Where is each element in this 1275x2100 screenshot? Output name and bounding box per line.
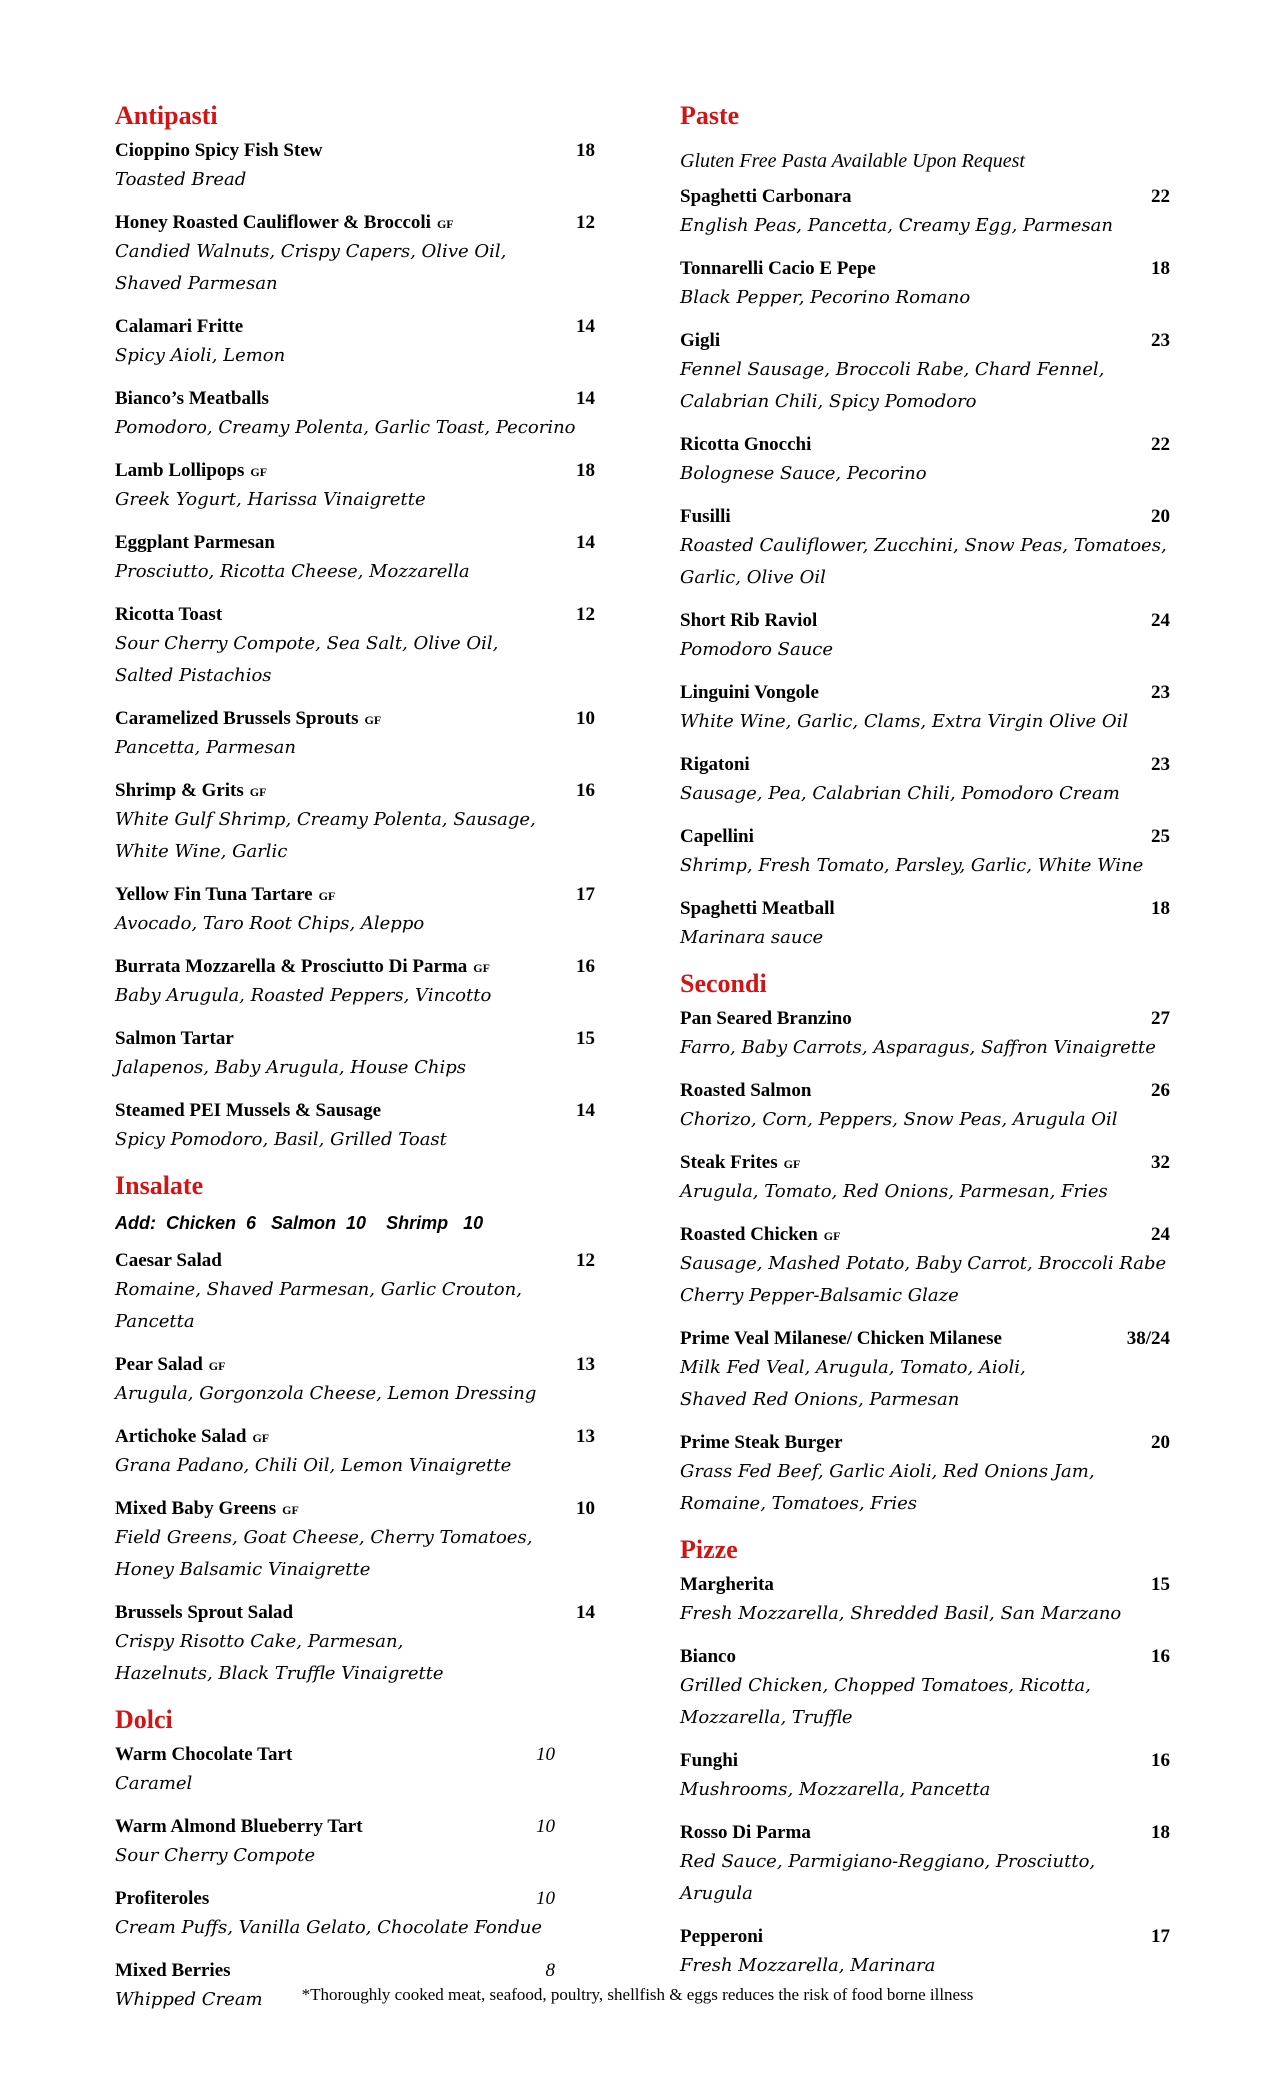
item-price: 16 [1151, 1750, 1170, 1771]
item-name: Funghi [680, 1750, 739, 1771]
item-name: Warm Chocolate Tart [115, 1744, 293, 1765]
section-title: Secondi [680, 969, 767, 998]
menu-item [680, 1748, 1170, 1806]
menu-item [680, 1820, 1170, 1910]
item-name: Tonnarelli Cacio E Pepe [680, 258, 876, 279]
item-price: 23 [1151, 330, 1170, 351]
item-description: Mozzarella, Truffle [680, 1707, 853, 1728]
item-description: Crispy Risotto Cake, Parmesan, [115, 1631, 404, 1652]
menu-item [680, 1430, 1170, 1520]
item-description: Honey Balsamic Vinaigrette [115, 1559, 371, 1580]
section-note: Gluten Free Pasta Available Upon Request [680, 150, 1025, 172]
gluten-free-badge: GF [282, 1503, 299, 1517]
item-description: White Wine, Garlic, Clams, Extra Virgin Olive Oil [680, 711, 1129, 732]
item-name: Steak Frites [680, 1152, 778, 1173]
item-description: English Peas, Pancetta, Creamy Egg, Parmesan [680, 215, 1113, 236]
item-description: Pomodoro Sauce [680, 639, 834, 660]
item-price: 12 [576, 1250, 595, 1271]
item-price: 15 [1151, 1574, 1170, 1595]
item-description: Spicy Pomodoro, Basil, Grilled Toast [115, 1129, 447, 1150]
menu-item [115, 314, 605, 372]
menu-item [680, 256, 1170, 314]
menu-item [115, 386, 605, 444]
item-price: 18 [1151, 898, 1170, 919]
menu-item [115, 1248, 605, 1338]
item-description: Hazelnuts, Black Truffle Vinaigrette [115, 1663, 444, 1684]
menu-item [680, 1644, 1170, 1734]
section-paste [680, 100, 1170, 954]
section-title: Dolci [115, 1705, 173, 1734]
section-pizze [680, 1534, 1170, 1982]
menu-item [115, 778, 605, 868]
item-description: Jalapenos, Baby Arugula, House Chips [115, 1057, 466, 1078]
item-name: Short Rib Raviol [680, 610, 818, 631]
menu-item [115, 210, 605, 300]
item-name: Prime Veal Milanese/ Chicken Milanese [680, 1328, 1002, 1349]
item-price: 18 [576, 460, 595, 481]
menu-item [680, 1150, 1170, 1208]
item-price: 16 [576, 956, 595, 977]
item-name: Mixed Berries [115, 1960, 231, 1981]
item-description: Shaved Red Onions, Parmesan [680, 1389, 960, 1410]
item-description: Arugula, Tomato, Red Onions, Parmesan, Fries [680, 1181, 1108, 1202]
item-description: Romaine, Shaved Parmesan, Garlic Crouton, Pancetta [115, 1279, 522, 1332]
menu-item [680, 896, 1170, 954]
item-description: Avocado, Taro Root Chips, Aleppo [115, 913, 425, 934]
item-name: Rosso Di Parma [680, 1822, 811, 1843]
item-price: 12 [576, 604, 595, 625]
section-insalate [115, 1170, 605, 1690]
item-price: 27 [1151, 1008, 1170, 1029]
item-description: Mushrooms, Mozzarella, Pancetta [680, 1779, 991, 1800]
item-name: Caesar Salad [115, 1250, 222, 1271]
section-dolci [115, 1704, 605, 2016]
item-price: 10 [536, 1888, 555, 1909]
item-name: Gigli [680, 330, 721, 351]
menu-item [115, 138, 605, 196]
item-name: Burrata Mozzarella & Prosciutto Di Parma [115, 956, 468, 977]
gluten-free-badge: GF [318, 889, 336, 903]
item-description: Shrimp, Fresh Tomato, Parsley, Garlic, White Wine [680, 855, 1144, 876]
item-description: Calabrian Chili, Spicy Pomodoro [680, 391, 977, 412]
item-description: Roasted Cauliflower, Zucchini, Snow Peas, Tomatoes, [680, 535, 1167, 556]
section-antipasti [115, 100, 605, 1156]
item-price: 20 [1151, 1432, 1170, 1453]
menu-item [115, 602, 605, 692]
item-description: Fresh Mozzarella, Shredded Basil, San Marzano [680, 1603, 1122, 1624]
item-price: 14 [576, 388, 595, 409]
section-title: Antipasti [115, 101, 218, 130]
menu-item [680, 1078, 1170, 1136]
gluten-free-badge: GF [249, 785, 267, 799]
menu-item [680, 1006, 1170, 1064]
item-name: Salmon Tartar [115, 1028, 234, 1049]
item-price: 23 [1151, 754, 1170, 775]
item-price: 24 [1151, 610, 1170, 631]
item-name: Roasted Chicken [680, 1224, 818, 1245]
item-description: Fennel Sausage, Broccoli Rabe, Chard Fennel, [680, 359, 1105, 380]
item-name: Shrimp & Grits [115, 780, 244, 801]
item-description: Greek Yogurt, Harissa Vinaigrette [115, 489, 426, 510]
item-price: 22 [1151, 434, 1170, 455]
item-price: 18 [1151, 1822, 1170, 1843]
menu-item [115, 1600, 605, 1690]
item-price: 24 [1151, 1224, 1170, 1245]
gluten-free-badge: GF [250, 465, 268, 479]
item-name: Capellini [680, 826, 754, 847]
item-price: 20 [1151, 506, 1170, 527]
menu-item [680, 824, 1170, 882]
item-description: Pomodoro, Creamy Polenta, Garlic Toast, Pecorino [115, 417, 576, 438]
item-description: Grana Padano, Chili Oil, Lemon Vinaigrette [115, 1455, 512, 1476]
item-description: Sour Cherry Compote [115, 1845, 316, 1866]
item-name: Pear Salad [115, 1354, 203, 1375]
item-description: Sausage, Pea, Calabrian Chili, Pomodoro Cream [680, 783, 1120, 804]
item-description: Black Pepper, Pecorino Romano [680, 287, 971, 308]
item-price: 14 [576, 1100, 595, 1121]
item-name: Lamb Lollipops [115, 460, 245, 481]
item-name: Rigatoni [680, 754, 750, 775]
menu-item [115, 1742, 605, 1800]
item-description: Spicy Aioli, Lemon [115, 345, 286, 366]
item-price: 13 [576, 1426, 595, 1447]
gluten-free-badge: GF [473, 961, 490, 975]
menu-item [680, 1222, 1170, 1312]
gluten-free-badge: GF [252, 1431, 270, 1445]
menu-item [115, 1424, 605, 1482]
section-title: Pizze [680, 1535, 738, 1564]
item-description: Field Greens, Goat Cheese, Cherry Tomatoes, [115, 1527, 533, 1548]
item-name: Fusilli [680, 506, 731, 527]
item-price: 8 [545, 1960, 555, 1981]
gluten-free-badge: GF [783, 1157, 801, 1171]
menu-item [115, 1026, 605, 1084]
gluten-free-badge: GF [208, 1359, 226, 1373]
section-note: Add: Chicken 6 Salmon 10 Shrimp 10 [115, 1213, 484, 1233]
item-description: Whipped Cream [115, 1989, 263, 2010]
item-price: 14 [576, 1602, 595, 1623]
item-description: Fresh Mozzarella, Marinara [680, 1955, 936, 1976]
item-description: Grilled Chicken, Chopped Tomatoes, Ricotta, [680, 1675, 1091, 1696]
menu-item [680, 504, 1170, 594]
item-description: Cream Puffs, Vanilla Gelato, Chocolate Fondue [115, 1917, 543, 1938]
menu-item [680, 608, 1170, 666]
item-name: Profiteroles [115, 1888, 210, 1909]
item-name: Caramelized Brussels Sprouts [115, 708, 359, 729]
menu-item [115, 458, 605, 516]
item-name: Spaghetti Meatball [680, 898, 835, 919]
food-safety-disclaimer: *Thoroughly cooked meat, seafood, poultry, shellfish & eggs reduces the risk of food borne illness [301, 1985, 974, 2004]
item-price: 12 [576, 212, 595, 233]
menu-item [115, 1814, 605, 1872]
item-price: 25 [1151, 826, 1170, 847]
menu-item [115, 954, 605, 1012]
item-description: Romaine, Tomatoes, Fries [680, 1493, 918, 1514]
item-name: Ricotta Gnocchi [680, 434, 812, 455]
item-name: Bianco [680, 1646, 736, 1667]
menu-item [115, 1496, 605, 1586]
item-price: 23 [1151, 682, 1170, 703]
item-description: Cherry Pepper-Balsamic Glaze [680, 1285, 959, 1306]
item-price: 14 [576, 532, 595, 553]
item-description: White Wine, Garlic [115, 841, 288, 862]
item-name: Roasted Salmon [680, 1080, 812, 1101]
item-price: 10 [536, 1816, 555, 1837]
item-description: Red Sauce, Parmigiano-Reggiano, Prosciutto, Arugula [680, 1851, 1096, 1904]
item-price: 18 [1151, 258, 1170, 279]
item-price: 38/24 [1126, 1328, 1170, 1349]
item-price: 32 [1151, 1152, 1170, 1173]
item-name: Steamed PEI Mussels & Sausage [115, 1100, 382, 1121]
item-name: Ricotta Toast [115, 604, 223, 625]
menu-item [680, 184, 1170, 242]
menu-item [115, 1352, 605, 1410]
section-secondi [680, 968, 1170, 1520]
item-description: Caramel [115, 1773, 193, 1794]
item-name: Prime Steak Burger [680, 1432, 843, 1453]
menu-item [680, 432, 1170, 490]
item-description: Sausage, Mashed Potato, Baby Carrot, Broccoli Rabe [680, 1253, 1167, 1274]
item-name: Spaghetti Carbonara [680, 186, 852, 207]
item-name: Honey Roasted Cauliflower & Broccoli [115, 212, 431, 233]
item-description: Toasted Bread [115, 169, 247, 190]
menu-item [115, 1886, 605, 1944]
item-description: Sour Cherry Compote, Sea Salt, Olive Oil, [115, 633, 499, 654]
item-description: Grass Fed Beef, Garlic Aioli, Red Onions Jam, [680, 1461, 1095, 1482]
item-price: 16 [1151, 1646, 1170, 1667]
item-price: 15 [576, 1028, 595, 1049]
gluten-free-badge: GF [364, 713, 382, 727]
left-column [115, 100, 605, 2030]
item-price: 10 [576, 1498, 595, 1519]
item-price: 22 [1151, 186, 1170, 207]
item-name: Cioppino Spicy Fish Stew [115, 140, 323, 161]
item-description: Garlic, Olive Oil [680, 567, 826, 588]
item-description: Farro, Baby Carrots, Asparagus, Saffron Vinaigrette [680, 1037, 1156, 1058]
item-description: Marinara sauce [680, 927, 824, 948]
item-name: Warm Almond Blueberry Tart [115, 1816, 363, 1837]
item-name: Bianco’s Meatballs [115, 388, 269, 409]
item-description: Pancetta, Parmesan [115, 737, 296, 758]
item-price: 18 [576, 140, 595, 161]
item-description: Bolognese Sauce, Pecorino [680, 463, 927, 484]
menu-item [115, 706, 605, 764]
item-price: 14 [576, 316, 595, 337]
menu-item [680, 752, 1170, 810]
item-price: 13 [576, 1354, 595, 1375]
menu-item [680, 328, 1170, 418]
item-description: Shaved Parmesan [115, 273, 278, 294]
item-description: Chorizo, Corn, Peppers, Snow Peas, Arugula Oil [680, 1109, 1118, 1130]
item-description: Prosciutto, Ricotta Cheese, Mozzarella [115, 561, 470, 582]
item-name: Mixed Baby Greens [115, 1498, 277, 1519]
item-price: 17 [1151, 1926, 1170, 1947]
item-name: Brussels Sprout Salad [115, 1602, 294, 1623]
item-name: Linguini Vongole [680, 682, 819, 703]
item-description: Salted Pistachios [115, 665, 272, 686]
item-name: Pan Seared Branzino [680, 1008, 852, 1029]
menu-item [680, 1326, 1170, 1416]
item-name: Eggplant Parmesan [115, 532, 275, 553]
item-description: Baby Arugula, Roasted Peppers, Vincotto [115, 985, 492, 1006]
right-column [680, 100, 1170, 1996]
item-name: Calamari Fritte [115, 316, 244, 337]
item-price: 10 [536, 1744, 555, 1765]
item-description: Milk Fed Veal, Arugula, Tomato, Aioli, [680, 1357, 1026, 1378]
item-description: White Gulf Shrimp, Creamy Polenta, Sausage, [115, 809, 536, 830]
menu-item [680, 1924, 1170, 1982]
item-description: Arugula, Gorgonzola Cheese, Lemon Dressing [115, 1383, 537, 1404]
item-description: Candied Walnuts, Crispy Capers, Olive Oil, [115, 241, 507, 262]
item-price: 17 [576, 884, 595, 905]
gluten-free-badge: GF [436, 217, 454, 231]
item-name: Margherita [680, 1574, 774, 1595]
item-price: 16 [576, 780, 595, 801]
menu-item [115, 530, 605, 588]
gluten-free-badge: GF [823, 1229, 841, 1243]
item-name: Pepperoni [680, 1926, 764, 1947]
item-name: Yellow Fin Tuna Tartare [115, 884, 313, 905]
item-name: Artichoke Salad [115, 1426, 247, 1447]
section-title: Insalate [115, 1171, 204, 1200]
menu-item [115, 882, 605, 940]
menu-item [680, 680, 1170, 738]
item-price: 26 [1151, 1080, 1170, 1101]
section-title: Paste [680, 101, 740, 130]
menu-item [680, 1572, 1170, 1630]
menu-item [115, 1098, 605, 1156]
item-price: 10 [576, 708, 595, 729]
